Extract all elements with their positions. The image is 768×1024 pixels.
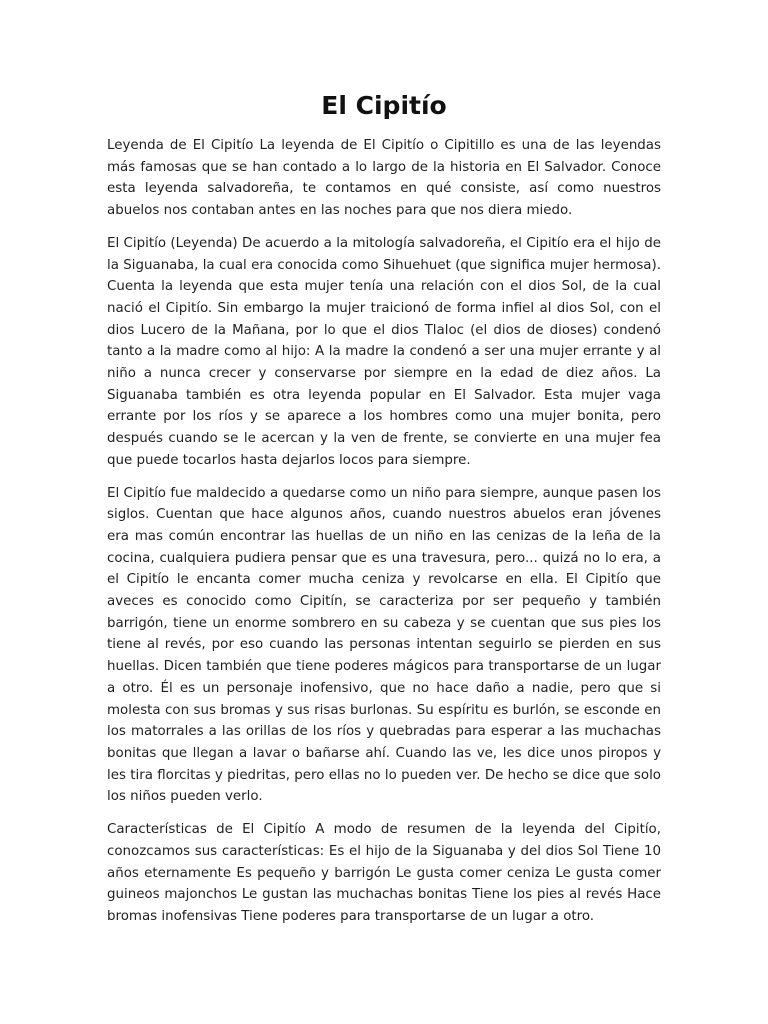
- paragraph-legend: El Cipitío (Leyenda) De acuerdo a la mitología salvadoreña, el Cipitío era el hijo de la Siguanaba, la cual era conocida como Sihuehuet (que significa mujer hermosa). Cuenta la leyenda que esta mujer tenía una relación con el dios Sol, de la cual nació el Cipitío. Sin embargo la mujer traicionó de forma infiel al dios Sol, con el dios Lucero de la Mañana, por lo que el dios Tlaloc (el dios de dioses) condenó tanto a la madre como al hijo: A la madre la condenó a ser una mujer errante y al niño a nunca crecer y conservarse por siempre en la edad de diez años. La Siguanaba también es otra leyenda popular en El Salvador. Esta mujer vaga errante por los ríos y se aparece a los hombres como una mujer bonita, pero después cuando se le acercan y la ven de frente, se convierte en una mujer fea que puede tocarlos hasta dejarlos locos para siempre.: [107, 235, 661, 468]
- document-body: [107, 135, 661, 939]
- paragraph-curse: El Cipitío fue maldecido a quedarse como un niño para siempre, aunque pasen los siglos. Cuentan que hace algunos años, cuando nuestros abuelos eran jóvenes era mas común encontrar las huellas de un niño en las cenizas de la leña de la cocina, cualquiera pudiera pensar que es una travesura, pero... quizá no lo era, a el Cipitío le encanta comer mucha ceniza y revolcarse en ella. El Cipitío que aveces es conocido como Cipitín, se caracteriza por ser pequeño y también barrigón, tiene un enorme sombrero en su cabeza y se cuentan que sus pies los tiene al revés, por eso cuando las personas intentan seguirlo se pierden en sus huellas. Dicen también que tiene poderes mágicos para transportarse de un lugar a otro. Él es un personaje inofensivo, que no hace daño a nadie, pero que si molesta con sus bromas y sus risas burlonas. Su espíritu es burlón, se esconde en los matorrales a las orillas de los ríos y quebradas para esperar a las muchachas bonitas que llegan a lavar o bañarse ahí. Cuando las ve, les dice unos piropos y les tira florcitas y piedritas, pero ellas no lo pueden ver. De hecho se dice que solo los niños pueden verlo.: [107, 485, 661, 805]
- page-title: El Cipitío: [321, 91, 447, 120]
- paragraph-characteristics: Características de El Cipitío A modo de resumen de la leyenda del Cipitío, conozcamos sus características: Es el hijo de la Siguanaba y del dios Sol Tiene 10 años eternamente Es pequeño y barrigón Le gusta comer ceniza Le gusta comer guineos majonchos Le gustan las muchachas bonitas Tiene los pies al revés Hace bromas inofensivas Tiene poderes para transportarse de un lugar a otro.: [107, 822, 661, 924]
- paragraph-intro: Leyenda de El Cipitío La leyenda de El Cipitío o Cipitillo es una de las leyendas más famosas que se han contado a lo largo de la historia en El Salvador. Conoce esta leyenda salvadoreña, te contamos en qué consiste, así como nuestros abuelos nos contaban antes en las noches para que nos diera miedo.: [107, 138, 661, 219]
